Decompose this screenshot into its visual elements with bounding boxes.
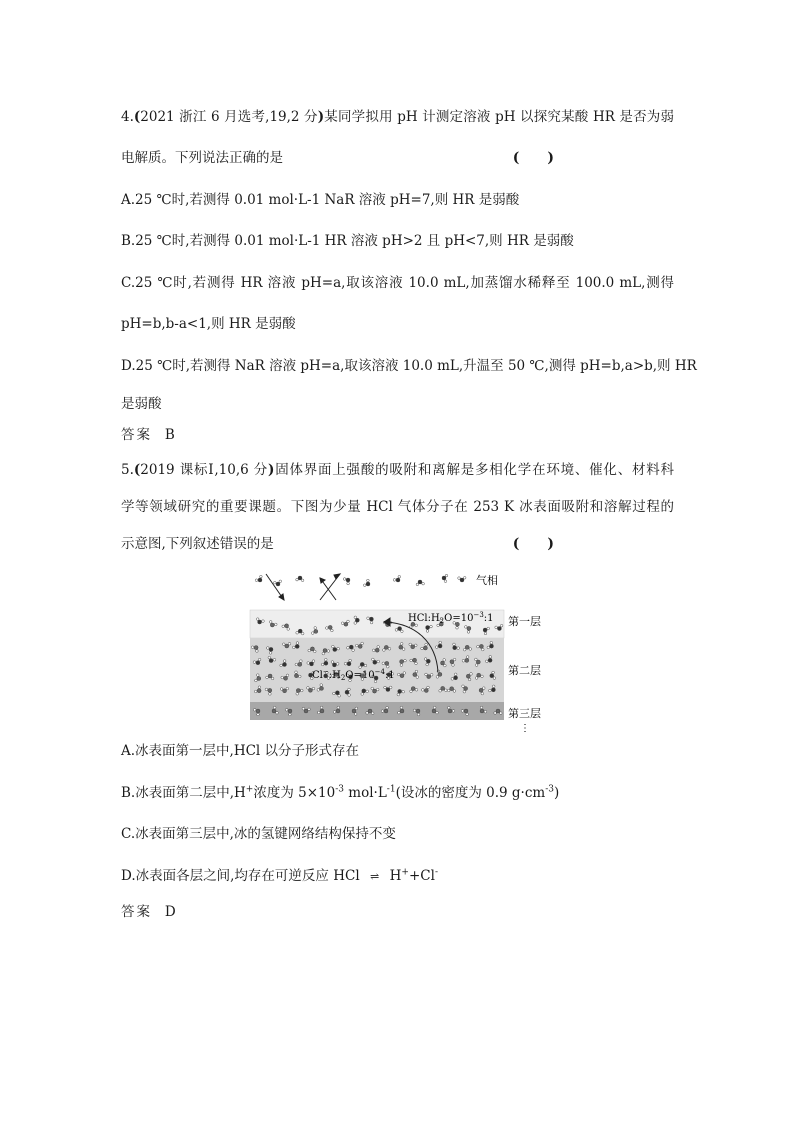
q4-number: 4.: [121, 109, 134, 125]
q5-option-b: B.冰表面第二层中,H+浓度为 $5\times 10^{-3}$ $mol\cdot L^{-1}$(设冰的密度为 0.9 $g\cdot cm^{-3}$): [121, 784, 560, 801]
molecule-glyph: [393, 575, 400, 582]
q5-stem-line1: 5.(2019 课标Ⅰ,10,6 分)固体界面上强酸的吸附和离解是多相化学在环境、催化、材料科: [121, 462, 675, 478]
q5-answer-value: D: [164, 904, 176, 920]
q4-option-d-line2: 是弱酸: [121, 396, 162, 412]
q4-stem-line2: [121, 148, 674, 168]
label-ratio1: $HCl:H_2O=10^{-3}:1$: [408, 611, 494, 625]
q5-answer-bracket: ( ): [512, 536, 554, 552]
q4-stem-line1: 4.(2021 浙江 6 月选考,19,2 分)某同学拟用 pH 计测定溶液 pH 以探究某酸 HR 是否为弱: [121, 109, 674, 125]
q5-option-c: C.冰表面第三层中,冰的氢键网络结构保持不变: [121, 826, 396, 842]
molecule-glyph: [458, 577, 466, 583]
q5-stem-text3: 示意图,下列叙述错误的是: [121, 536, 274, 552]
q4-option-d-line1: D.25 ℃时,若测得 NaR 溶液 pH=a,取该溶液 10.0 mL,升温至 50 ℃,测得 pH=b,a>b,则 HR: [121, 358, 697, 374]
q5-answer: [121, 902, 674, 922]
q5-answer-label: 答案: [121, 904, 152, 920]
label-layer3: 第三层: [508, 707, 541, 720]
q5-option-a: A.冰表面第一层中,HCl 以分子形式存在: [121, 743, 360, 759]
molecule-glyph: [416, 580, 424, 586]
q4-stem-text1: 某同学拟用 pH 计测定溶液 pH 以探究某酸 HR 是否为弱: [324, 109, 674, 125]
label-gas: 气相: [476, 574, 498, 587]
label-ellipsis: ⋮: [520, 723, 530, 734]
label-layer1: 第一层: [508, 615, 541, 628]
molecule-glyph: [296, 576, 304, 582]
q4-option-c-line2: pH=b,b-a<1,则 HR 是弱酸: [121, 316, 296, 332]
molecule-glyph: [363, 579, 370, 586]
q5-stem-line2: 学等领域研究的重要课题。下图为少量 HCl 气体分子在 253 K 冰表面吸附和溶解过程的: [121, 499, 674, 515]
q4-answer: [121, 425, 674, 445]
molecule-glyph: [255, 575, 262, 582]
q4-answer-value: B: [164, 427, 175, 443]
q4-answer-label: 答案: [121, 427, 152, 443]
q4-option-a: A.25 ℃时,若测得 0.01 mol·L-1 NaR 溶液 pH=7,则 HR 是弱酸: [121, 192, 520, 208]
ice-surface-diagram: [248, 570, 548, 735]
q4-stem-text2: 电解质。下列说法正确的是: [121, 150, 283, 166]
q5-option-d: D.冰表面各层之间,均存在可逆反应 HCl ⇌ H++Cl-: [121, 867, 438, 884]
q4-option-b: B.25 ℃时,若测得 0.01 mol·L-1 HR 溶液 pH>2 且 pH<7,则 HR 是弱酸: [121, 233, 574, 249]
molecule-glyph: [343, 578, 350, 585]
molecule-glyph: [442, 574, 448, 582]
q5-number: 5.: [121, 462, 134, 478]
q4-option-c-line1: C.25 ℃时,若测得 HR 溶液 pH=a,取该溶液 10.0 mL,加蒸馏水稀释至 100.0 mL,测得: [121, 275, 674, 291]
q4-answer-bracket: ( ): [512, 150, 554, 166]
q4-source: 2021 浙江 6 月选考,19,2 分: [140, 109, 318, 125]
q5-source: 2019 课标Ⅰ,10,6 分: [140, 462, 269, 478]
q5-stem-line3: [121, 534, 674, 554]
q5-stem-text1: 固体界面上强酸的吸附和离解是多相化学在环境、催化、材料科: [274, 462, 675, 478]
molecule-glyph: [274, 580, 282, 586]
label-ratio2: $Cl^-:H_2O=10^{-4}:1$: [312, 668, 395, 682]
label-layer2: 第二层: [508, 664, 541, 677]
